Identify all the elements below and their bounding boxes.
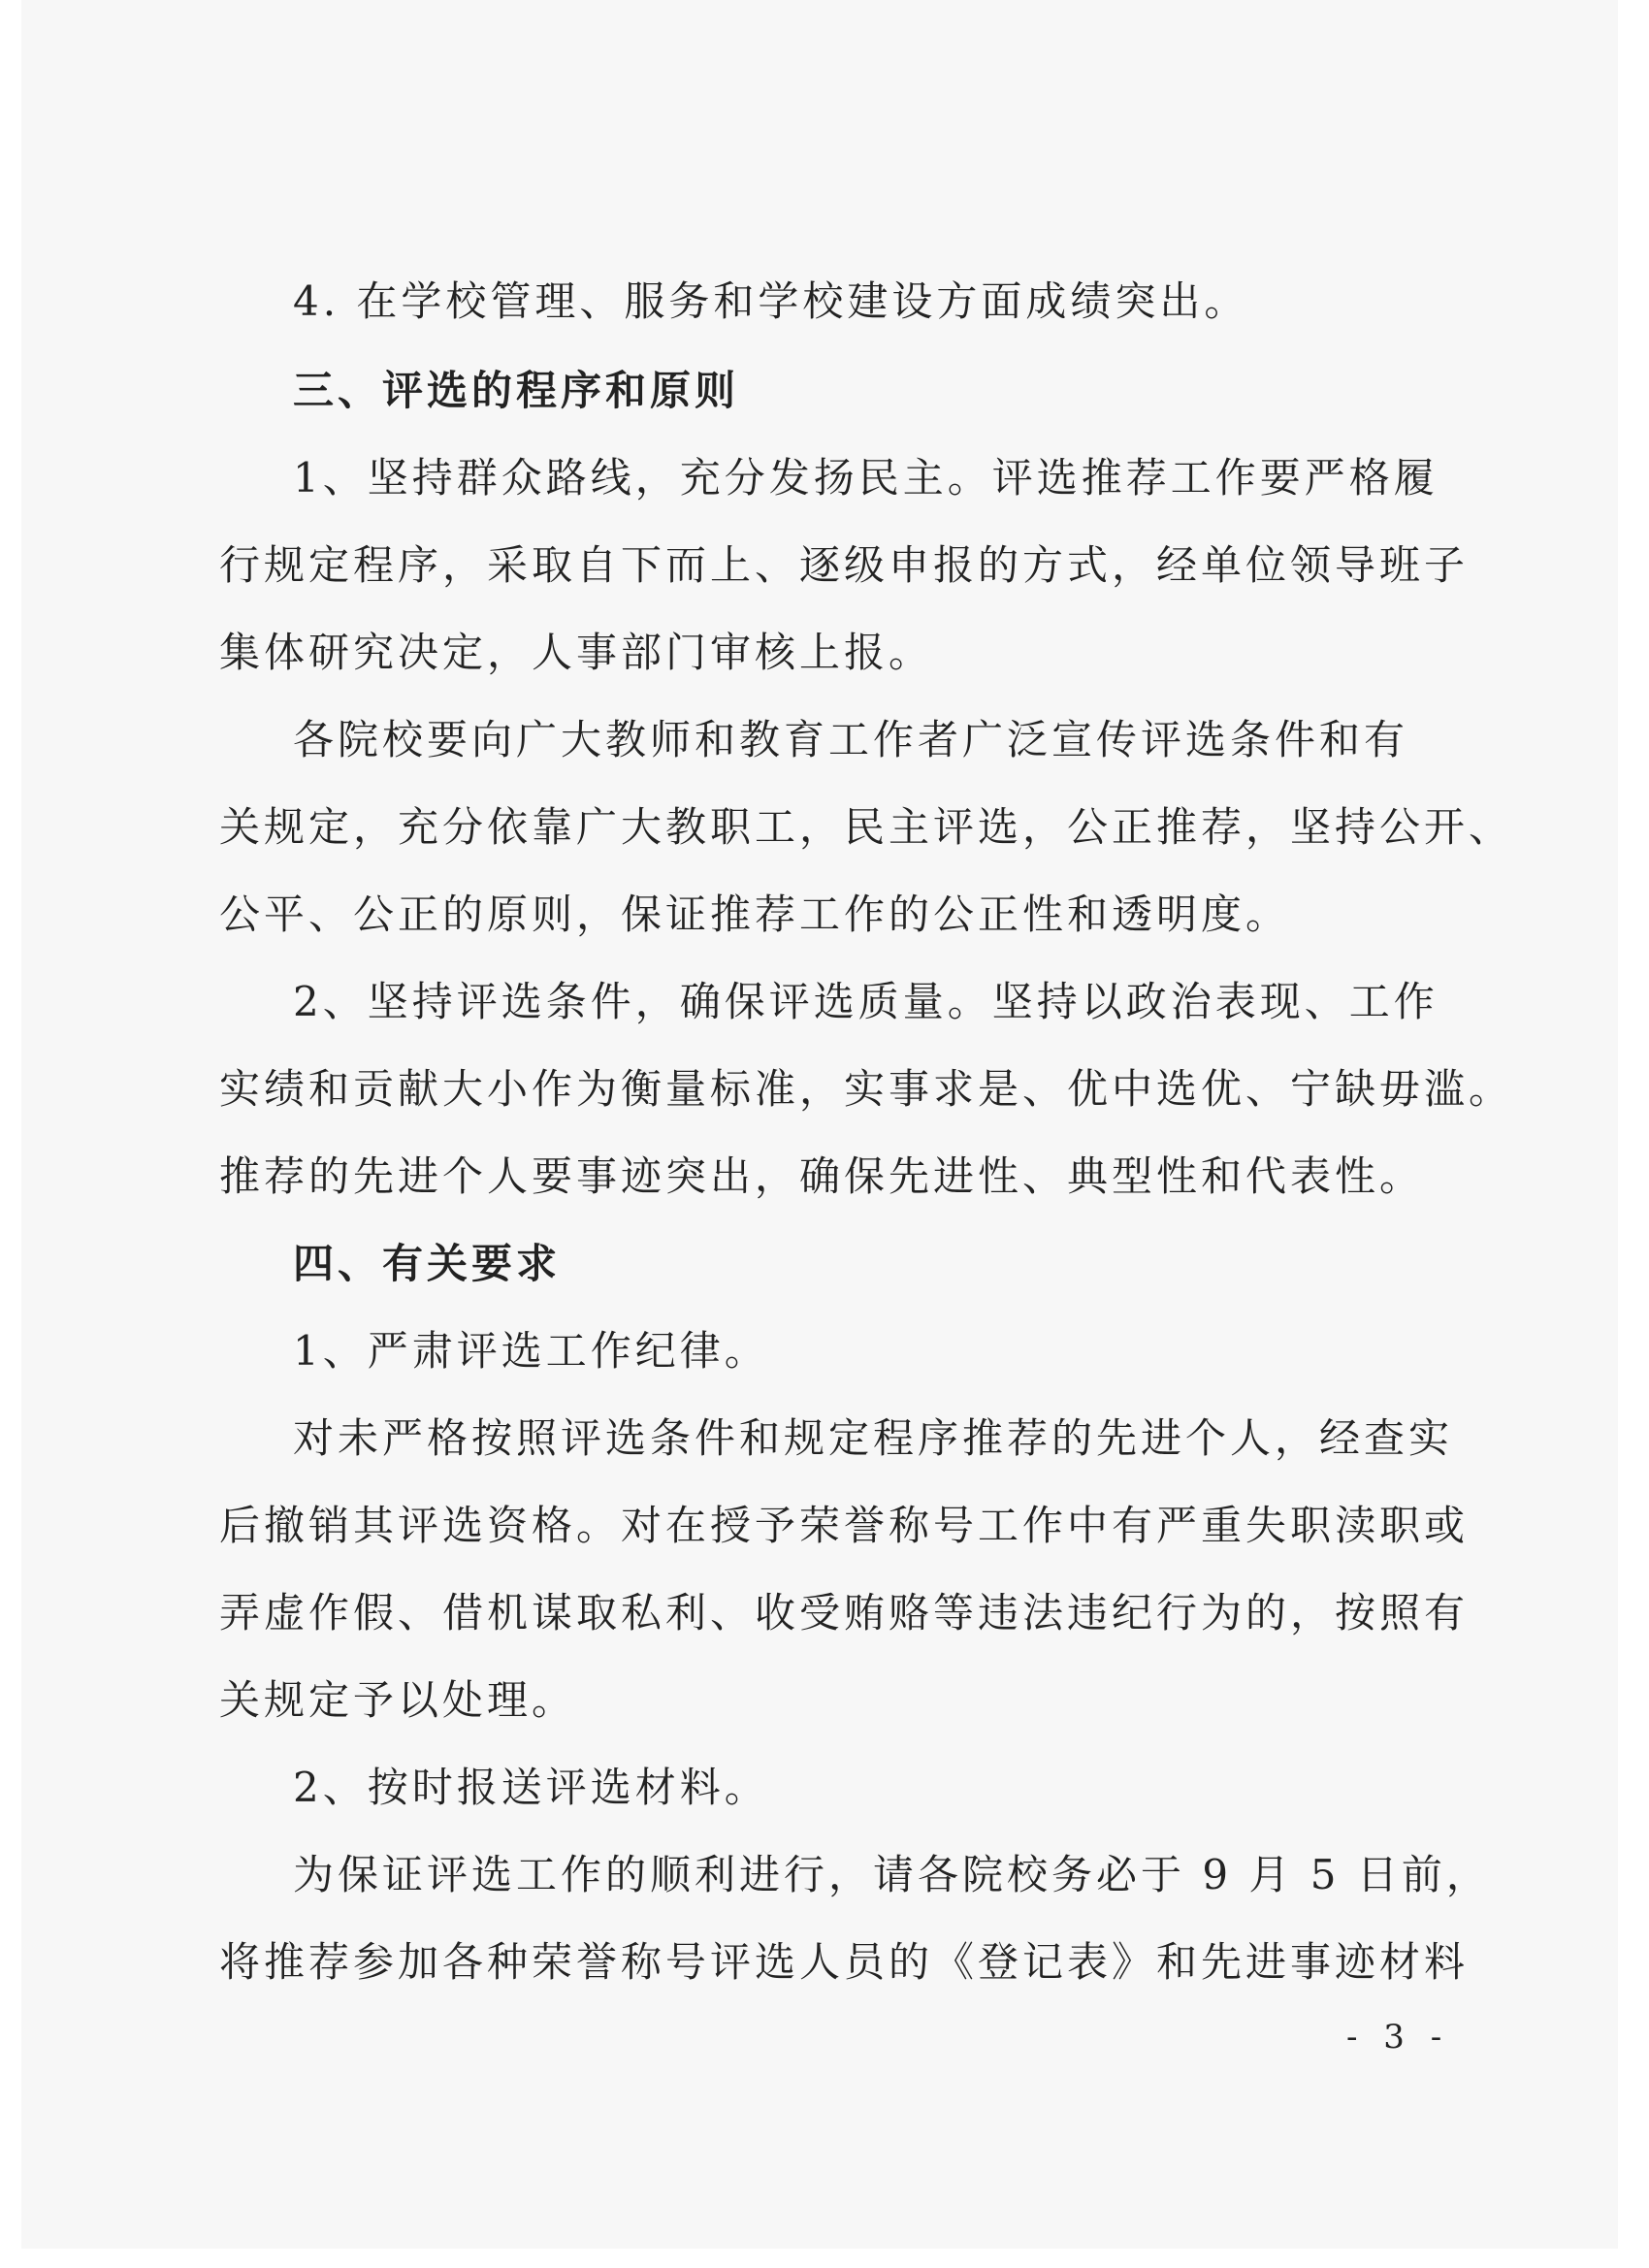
paragraph-line: 将推荐参加各种荣誉称号评选人员的《登记表》和先进事迹材料	[219, 1938, 1470, 1986]
paragraph-line: 1、严肃评选工作纪律。	[293, 1327, 769, 1375]
paragraph-line: 4. 在学校管理、服务和学校建设方面成绩突出。	[293, 277, 1249, 325]
page-number: - 3 -	[1346, 2018, 1450, 2057]
paragraph-line: 行规定程序，采取自下而上、逐级申报的方式，经单位领导班子	[219, 541, 1470, 589]
section-heading-4: 四、有关要求	[293, 1240, 562, 1287]
paragraph-line: 弄虚作假、借机谋取私利、收受贿赂等违法违纪行为的，按照有	[219, 1589, 1470, 1636]
paragraph-line: 2、坚持评选条件，确保评选质量。坚持以政治表现、工作	[293, 978, 1439, 1025]
paragraph-line: 对未严格按照评选条件和规定程序推荐的先进个人，经查实	[293, 1414, 1454, 1462]
paragraph-line: 1、坚持群众路线，充分发扬民主。评选推荐工作要严格履	[293, 454, 1439, 502]
paragraph-line: 关规定予以处理。	[219, 1676, 577, 1724]
section-heading-3: 三、评选的程序和原则	[293, 367, 740, 414]
paragraph-line: 公平、公正的原则，保证推荐工作的公正性和透明度。	[219, 891, 1291, 938]
paragraph-line: 集体研究决定，人事部门审核上报。	[219, 629, 934, 676]
paragraph-line: 关规定，充分依靠广大教职工，民主评选，公正推荐，坚持公开、	[219, 803, 1514, 851]
paragraph-line: 实绩和贡献大小作为衡量标准，实事求是、优中选优、宁缺毋滥。	[219, 1065, 1514, 1113]
paragraph-line: 2、按时报送评选材料。	[293, 1764, 769, 1811]
paragraph-line: 各院校要向广大教师和教育工作者广泛宣传评选条件和有	[293, 716, 1409, 763]
paragraph-line: 后撤销其评选资格。对在授予荣誉称号工作中有严重失职渎职或	[219, 1502, 1470, 1549]
paragraph-line: 推荐的先进个人要事迹突出，确保先进性、典型性和代表性。	[219, 1152, 1425, 1200]
paragraph-line: 为保证评选工作的顺利进行，请各院校务必于 9 月 5 日前，	[293, 1851, 1491, 1898]
